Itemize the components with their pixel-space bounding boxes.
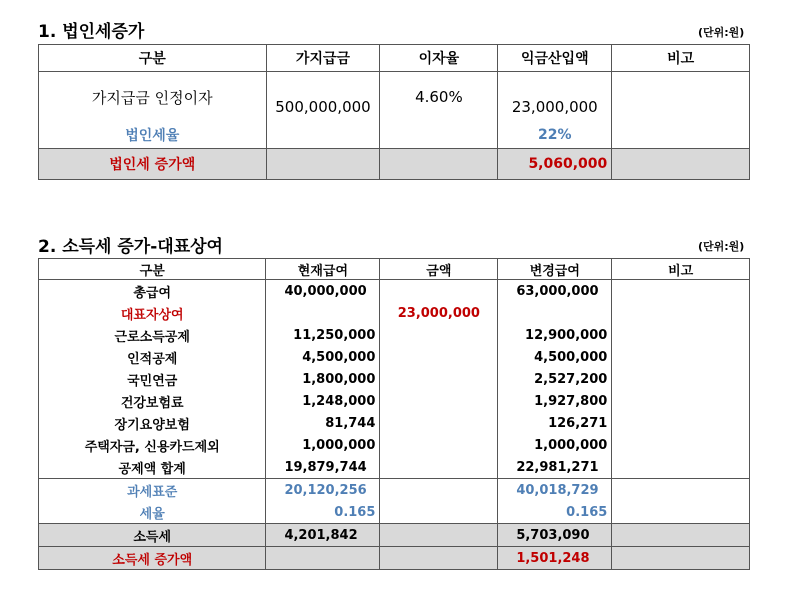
bonus-amount xyxy=(380,368,498,390)
header-income: 익금산입액 xyxy=(498,45,612,72)
bonus-amount: 23,000,000 xyxy=(380,302,498,324)
header-note: 비고 xyxy=(612,259,750,280)
table-row xyxy=(39,368,750,390)
note-cell xyxy=(612,456,750,479)
row-label: 주택자금, 신용카드제외 xyxy=(39,434,266,456)
header-category: 구분 xyxy=(39,45,267,72)
header-note: 비고 xyxy=(612,45,750,72)
table-row xyxy=(39,302,750,324)
corporate-tax-table xyxy=(38,44,750,180)
empty-cell xyxy=(380,122,498,149)
empty-cell xyxy=(380,149,498,180)
note-cell xyxy=(612,501,750,524)
changed-salary: 0.165 xyxy=(498,501,612,524)
income-amount: 23,000,000 xyxy=(498,72,612,123)
changed-salary xyxy=(498,302,612,324)
income-tax-table xyxy=(38,258,750,570)
changed-salary: 12,900,000 xyxy=(498,324,612,346)
empty-cell xyxy=(266,149,380,180)
empty-cell xyxy=(612,149,750,180)
tax-rate-value: 22% xyxy=(498,122,612,149)
bonus-amount xyxy=(380,434,498,456)
row-label: 소득세 증가액 xyxy=(39,547,266,570)
changed-salary: 1,927,800 xyxy=(498,390,612,412)
header-current: 현재급여 xyxy=(266,259,380,280)
changed-salary: 22,981,271 xyxy=(498,456,612,479)
header-rate: 이자율 xyxy=(380,45,498,72)
changed-salary: 1,000,000 xyxy=(498,434,612,456)
note-cell xyxy=(612,280,750,303)
tax-rate-label: 법인세율 xyxy=(39,122,267,149)
table-row xyxy=(39,324,750,346)
section2-title: 2. 소득세 증가-대표상여 xyxy=(38,237,223,257)
total-label: 법인세 증가액 xyxy=(39,149,267,180)
table-header-row xyxy=(39,45,750,72)
row-label: 대표자상여 xyxy=(39,302,266,324)
table-row xyxy=(39,456,750,479)
table-row xyxy=(39,547,750,570)
table-row xyxy=(39,346,750,368)
row-label: 장기요양보험 xyxy=(39,412,266,434)
note-cell xyxy=(612,524,750,547)
current-salary: 11,250,000 xyxy=(266,324,380,346)
row-label: 과세표준 xyxy=(39,479,266,502)
changed-salary: 5,703,090 xyxy=(498,524,612,547)
current-salary: 1,000,000 xyxy=(266,434,380,456)
current-salary xyxy=(266,302,380,324)
current-salary: 81,744 xyxy=(266,412,380,434)
note-cell xyxy=(612,547,750,570)
bonus-amount xyxy=(380,324,498,346)
changed-salary: 63,000,000 xyxy=(498,280,612,303)
current-salary xyxy=(266,547,380,570)
note-cell xyxy=(612,346,750,368)
interest-rate: 4.60% xyxy=(380,72,498,123)
row-label: 세율 xyxy=(39,501,266,524)
table-row xyxy=(39,501,750,524)
row-label: 건강보험료 xyxy=(39,390,266,412)
bonus-amount xyxy=(380,524,498,547)
row-label: 공제액 합계 xyxy=(39,456,266,479)
empty-cell xyxy=(266,122,380,149)
current-salary: 1,248,000 xyxy=(266,390,380,412)
header-category: 구분 xyxy=(39,259,266,280)
note-cell xyxy=(612,368,750,390)
total-row xyxy=(39,149,750,180)
header-changed: 변경급여 xyxy=(498,259,612,280)
note-cell xyxy=(612,412,750,434)
header-loan: 가지급금 xyxy=(266,45,380,72)
empty-cell xyxy=(612,122,750,149)
table-header-row xyxy=(39,259,750,280)
note-cell xyxy=(612,434,750,456)
table-row xyxy=(39,72,750,123)
bonus-amount xyxy=(380,501,498,524)
note-cell xyxy=(612,479,750,502)
changed-salary: 1,501,248 xyxy=(498,547,612,570)
section1-unit: (단위:원) xyxy=(698,26,745,39)
note-cell xyxy=(612,324,750,346)
section2-unit: (단위:원) xyxy=(698,240,745,253)
changed-salary: 2,527,200 xyxy=(498,368,612,390)
note-cell xyxy=(612,72,750,123)
current-salary: 19,879,744 xyxy=(266,456,380,479)
changed-salary: 4,500,000 xyxy=(498,346,612,368)
row-label: 근로소득공제 xyxy=(39,324,266,346)
loan-amount: 500,000,000 xyxy=(266,72,380,123)
changed-salary: 40,018,729 xyxy=(498,479,612,502)
current-salary: 4,201,842 xyxy=(266,524,380,547)
current-salary: 0.165 xyxy=(266,501,380,524)
bonus-amount xyxy=(380,412,498,434)
current-salary: 4,500,000 xyxy=(266,346,380,368)
bonus-amount xyxy=(380,547,498,570)
row-label: 국민연금 xyxy=(39,368,266,390)
bonus-amount xyxy=(380,479,498,502)
bonus-amount xyxy=(380,280,498,303)
table-row xyxy=(39,524,750,547)
note-cell xyxy=(612,302,750,324)
current-salary: 1,800,000 xyxy=(266,368,380,390)
row-label: 총급여 xyxy=(39,280,266,303)
table-row xyxy=(39,412,750,434)
changed-salary: 126,271 xyxy=(498,412,612,434)
bonus-amount xyxy=(380,456,498,479)
table-row xyxy=(39,280,750,303)
current-salary: 40,000,000 xyxy=(266,280,380,303)
table-row xyxy=(39,122,750,149)
bonus-amount xyxy=(380,346,498,368)
row-label: 가지급금 인정이자 xyxy=(39,72,267,123)
current-salary: 20,120,256 xyxy=(266,479,380,502)
row-label: 소득세 xyxy=(39,524,266,547)
note-cell xyxy=(612,390,750,412)
table-row xyxy=(39,434,750,456)
row-label: 인적공제 xyxy=(39,346,266,368)
header-amount: 금액 xyxy=(380,259,498,280)
section1-title: 1. 법인세증가 xyxy=(38,22,145,42)
table-row xyxy=(39,479,750,502)
bonus-amount xyxy=(380,390,498,412)
total-value: 5,060,000 xyxy=(498,149,612,180)
table-row xyxy=(39,390,750,412)
